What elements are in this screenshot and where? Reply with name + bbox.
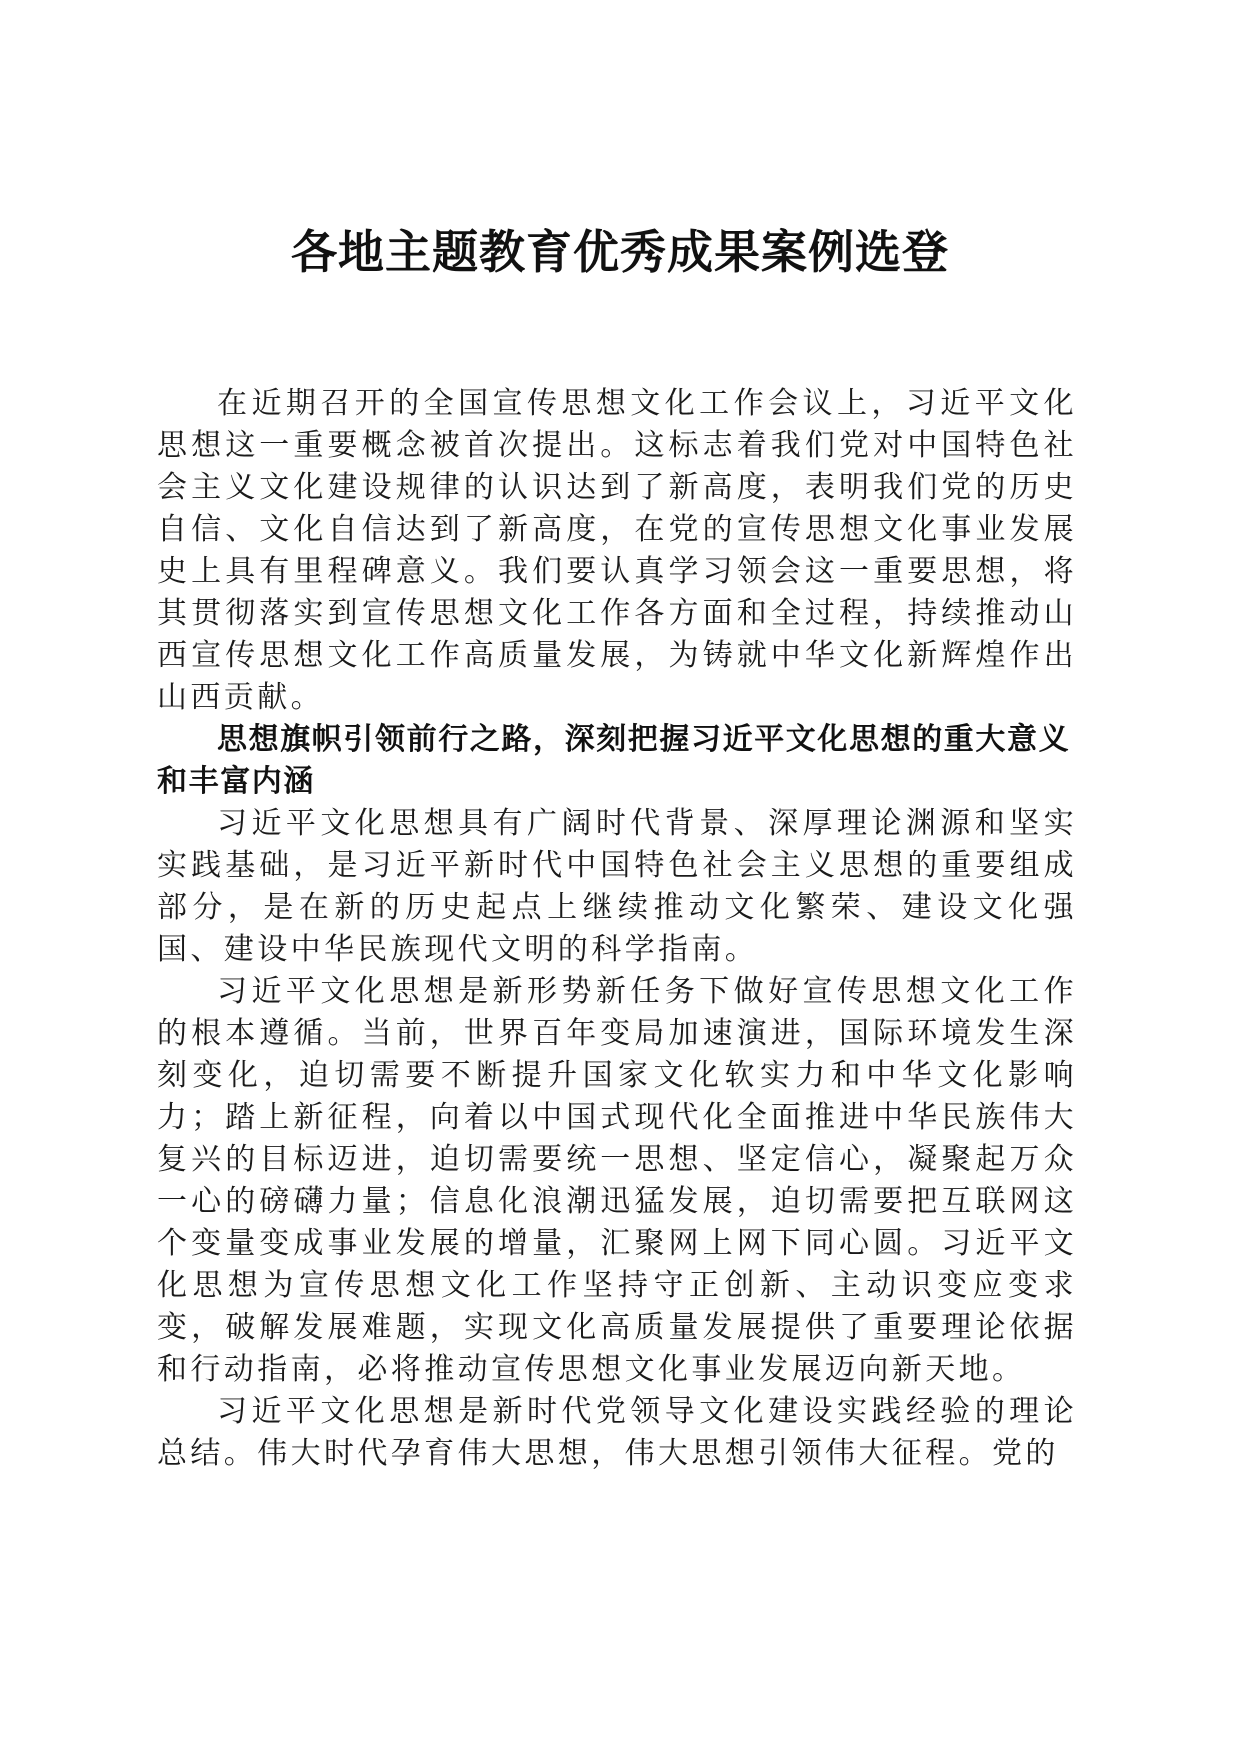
- paragraph-background: 习近平文化思想具有广阔时代背景、深厚理论渊源和坚实实践基础，是习近平新时代中国特色社会主义思想的重要组成部分，是在新的历史起点上继续推动文化繁荣、建设文化强国、建设中华民族现代文明的科学指南。: [157, 806, 1077, 967]
- paragraph-summary: 习近平文化思想是新时代党领导文化建设实践经验的理论总结。伟大时代孕育伟大思想，伟大思想引领伟大征程。党的: [157, 1394, 1077, 1471]
- document-body: [157, 383, 1077, 1475]
- paragraph-intro: 在近期召开的全国宣传思想文化工作会议上，习近平文化思想这一重要概念被首次提出。这标志着我们党对中国特色社会主义文化建设规律的认识达到了新高度，表明我们党的历史自信、文化自信达到了新高度，在党的宣传思想文化事业发展史上具有里程碑意义。我们要认真学习领会这一重要思想，将其贯彻落实到宣传思想文化工作各方面和全过程，持续推动山西宣传思想文化工作高质量发展，为铸就中华文化新辉煌作出山西贡献。: [157, 386, 1077, 715]
- paragraph-guidance: 习近平文化思想是新形势新任务下做好宣传思想文化工作的根本遵循。当前，世界百年变局加速演进，国际环境发生深刻变化，迫切需要不断提升国家文化软实力和中华文化影响力；踏上新征程，向着以中国式现代化全面推进中华民族伟大复兴的目标迈进，迫切需要统一思想、坚定信心，凝聚起万众一心的磅礴力量；信息化浪潮迅猛发展，迫切需要把互联网这个变量变成事业发展的增量，汇聚网上网下同心圆。习近平文化思想为宣传思想文化工作坚持守正创新、主动识变应变求变，破解发展难题，实现文化高质量发展提供了重要理论依据和行动指南，必将推动宣传思想文化事业发展迈向新天地。: [157, 974, 1077, 1387]
- document-title: 各地主题教育优秀成果案例选登: [291, 225, 949, 279]
- section-heading: 思想旗帜引领前行之路，深刻把握习近平文化思想的重大意义和丰富内涵: [157, 722, 1071, 799]
